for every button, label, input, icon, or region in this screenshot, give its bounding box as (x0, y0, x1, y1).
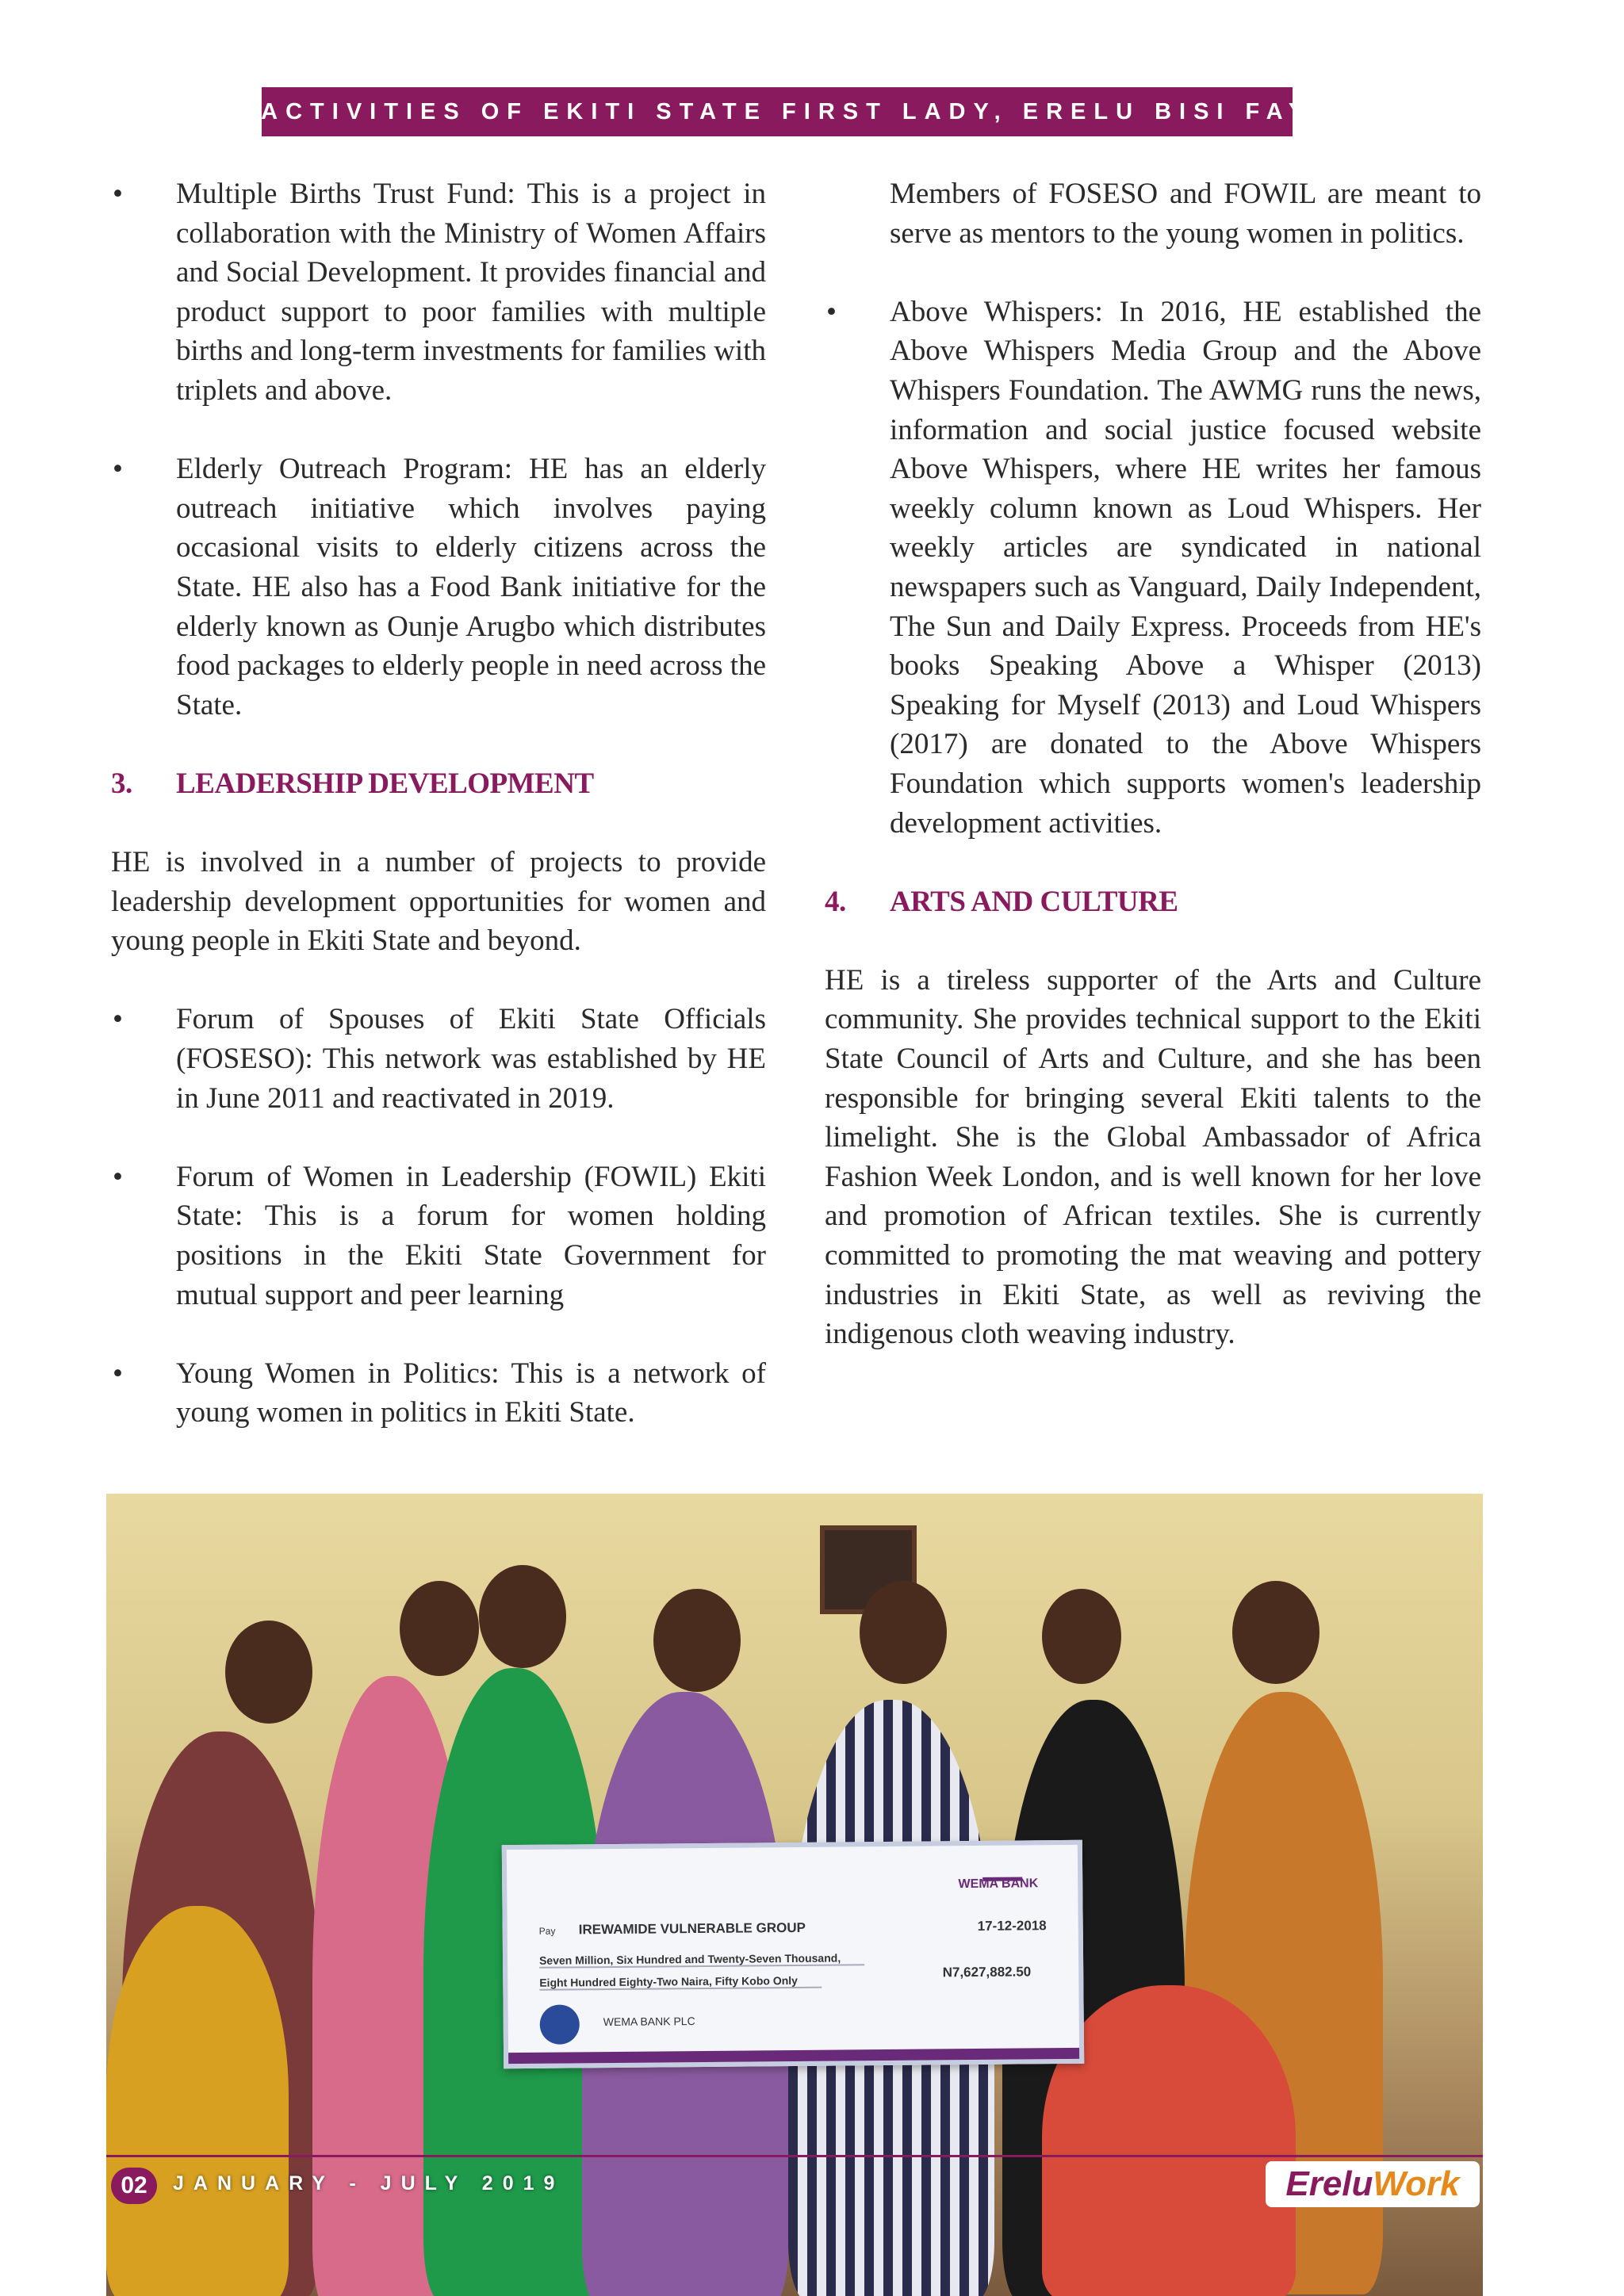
header-title: THE ACTIVITIES OF EKITI STATE FIRST LADY, ERELU BISI FAYEMI (178, 98, 1377, 124)
brand-logo-part2: Work (1373, 2164, 1460, 2203)
person-head (860, 1581, 947, 1684)
issue-date: JANUARY - JULY 2019 (173, 2172, 565, 2195)
person-figure (106, 1906, 289, 2296)
bullet-icon: • (113, 178, 123, 210)
section-number: 4. (825, 885, 846, 918)
cheque-amount: N7,627,882.50 (942, 1964, 1032, 1980)
cheque-band (508, 2048, 1079, 2064)
list-item (111, 1354, 766, 1433)
list-item-text: Forum of Spouses of Ekiti State Officials (FOSESO): This network was established by HE in June 2011 and reactivated in 2019. (176, 1003, 766, 1115)
cheque-payee: IREWAMIDE VULNERABLE GROUP (578, 1919, 806, 1938)
section-heading-arts (825, 882, 1481, 922)
header-banner (178, 87, 1377, 136)
bullet-icon: • (826, 295, 837, 328)
list-item (825, 293, 1481, 843)
brand-logo-part1: Erelu (1285, 2164, 1373, 2203)
footer-divider (106, 2155, 1483, 2157)
list-item-text: Multiple Births Trust Fund: This is a project in collaboration with the Ministry of Women Affairs and Social Development. It provides financial and product support to poor families with multiple births and long-term investments for families with triplets and above. (176, 178, 766, 407)
brand-logo (1266, 2161, 1480, 2207)
section-heading-leadership (111, 764, 766, 804)
section-number: 3. (111, 767, 132, 800)
section-body: HE is a tireless supporter of the Arts and Culture community. She provides technical support to the Ekiti State Council of Arts and Culture, and she has been responsible for bringing several Ekiti talents to the limelight. She is the Global Ambassador of Africa Fashion Week London, and is well known for her love and promotion of African textiles. She is currently committed to promoting the mat weaving and pottery industries in Ekiti State, as well as reviving the indigenous cloth weaving industry. (825, 963, 1481, 1351)
person-head (1042, 1589, 1121, 1684)
list-item-text: Above Whispers: In 2016, HE established the Above Whispers Media Group and the Above Whispers Foundation. The AWMG runs the news, information and social justice focused website Above Whispers, where HE writes her famous weekly column known as Loud Whispers. Her weekly articles are syndicated in national newspapers such as Vanguard, Daily Independent, The Sun and Daily Express. Proceeds from HE's books Speaking Above a Whisper (2013) Speaking for Myself (2013) and Loud Whispers (2017) are donated to the Above Whispers Foundation which supports women's leadership development activities. (890, 295, 1481, 840)
list-item (111, 1158, 766, 1314)
person-head (479, 1565, 566, 1668)
list-item (111, 174, 766, 411)
cheque-amount-words-1: Seven Million, Six Hundred and Twenty-Seven Thousand, (539, 1951, 864, 1969)
person-head (653, 1589, 741, 1692)
continuation-text: Members of FOSESO and FOWIL are meant to serve as mentors to the young women in politics. (890, 178, 1481, 250)
person-head (400, 1581, 479, 1676)
section-intro: HE is involved in a number of projects to provide leadership development opportunities for women and young people in Ekiti State and beyond. (111, 846, 766, 958)
cheque-signatory: WEMA BANK PLC (603, 2015, 695, 2029)
bullet-icon: • (113, 1160, 123, 1193)
bullet-icon: • (113, 1357, 123, 1390)
list-item (111, 450, 766, 725)
cheque-amount-words-2: Eight Hundred Eighty-Two Naira, Fifty Kobo Only (539, 1974, 822, 1991)
list-item-text: Forum of Women in Leadership (FOWIL) Ekiti State: This is a forum for women holding positions in the Ekiti State Government for mutual support and peer learning (176, 1160, 766, 1311)
list-item (111, 1000, 766, 1118)
person-head (1232, 1581, 1320, 1684)
page-number: 02 (111, 2168, 157, 2204)
left-column (111, 174, 766, 1472)
cheque-bank: WEMA BANK (958, 1877, 1039, 1892)
person-head (225, 1621, 312, 1724)
cheque (502, 1840, 1084, 2068)
bullet-icon: • (113, 453, 123, 486)
list-item-text: Elderly Outreach Program: HE has an elderly outreach initiative which involves paying occasional visits to elderly citizens across the State. HE also has a Food Bank initiative for the elderly known as Ounje Arugbo which distributes food packages to elderly people in need across the State. (176, 453, 766, 721)
bullet-icon: • (113, 1003, 123, 1036)
cheque-pay-label: Pay (538, 1925, 556, 1937)
section-title: ARTS AND CULTURE (890, 885, 1178, 918)
list-item-text: Young Women in Politics: This is a network of young women in politics in Ekiti State. (176, 1357, 766, 1429)
cheque-date: 17-12-2018 (977, 1918, 1047, 1934)
seal-icon (540, 2004, 580, 2044)
right-column (825, 174, 1481, 1393)
section-title: LEADERSHIP DEVELOPMENT (176, 767, 594, 800)
